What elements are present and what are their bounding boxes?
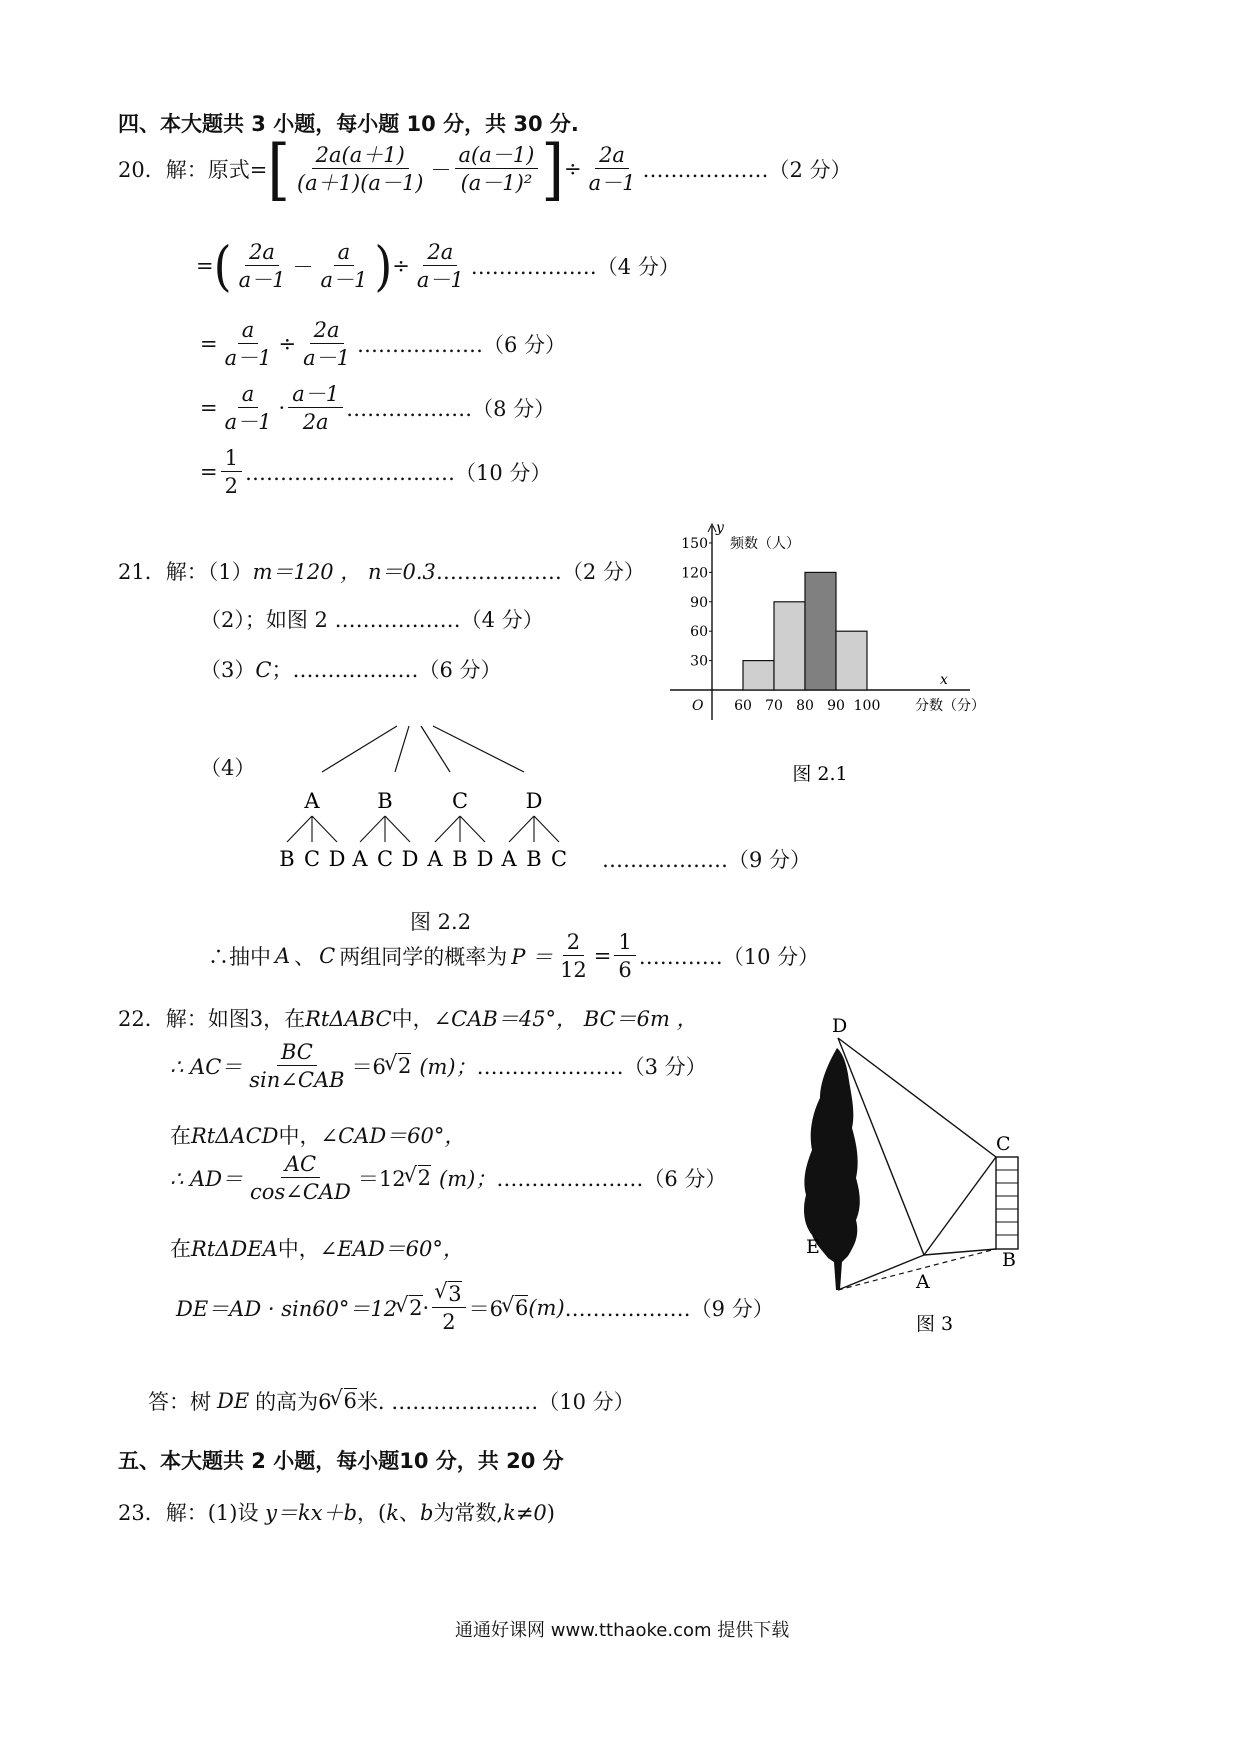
score: 米. …………………（10 分） bbox=[356, 1390, 635, 1414]
figure-caption: 图 3 bbox=[916, 1313, 954, 1335]
x-axis-letter: x bbox=[940, 672, 948, 688]
q20-line-4 bbox=[200, 382, 555, 434]
score: ………………（9 分） bbox=[602, 848, 812, 872]
math: ＝6 bbox=[351, 1055, 386, 1080]
math: m＝120 ， n＝0.3 bbox=[252, 560, 436, 584]
math: P ＝ bbox=[511, 945, 554, 970]
q22-line-4 bbox=[170, 1152, 726, 1204]
fraction: $\frac{2a}{a-1}$ bbox=[303, 318, 350, 371]
tree-leaf: C bbox=[550, 847, 568, 871]
q20-line-5 bbox=[200, 446, 551, 498]
y-tick-label: 60 bbox=[690, 624, 708, 641]
q21-line-3 bbox=[200, 654, 502, 684]
equals: = bbox=[200, 332, 218, 357]
tree-leaf: A bbox=[427, 847, 443, 871]
fraction: $\frac{BC}{\text{sin∠CAB}}$ bbox=[249, 1040, 345, 1093]
histogram-bar bbox=[774, 602, 805, 690]
text: 在 bbox=[170, 1124, 191, 1148]
score: …………………（3 分） bbox=[476, 1055, 707, 1080]
score: …………………………（10 分） bbox=[244, 461, 552, 486]
x-tick-label: 100 bbox=[853, 698, 881, 714]
fraction: $\frac{1}{2}$ bbox=[221, 446, 242, 498]
point-label-D: D bbox=[832, 1015, 848, 1037]
tree-node: B bbox=[377, 789, 393, 813]
q21-line-1 bbox=[118, 556, 645, 586]
math: k≠0 bbox=[503, 1501, 547, 1525]
fraction: $\frac{a-1}{2a}$ bbox=[288, 382, 343, 434]
q22-line-3 bbox=[170, 1120, 465, 1150]
text: ∴抽中 bbox=[208, 945, 271, 970]
score: …………（10 分） bbox=[638, 945, 820, 970]
q22-line-1 bbox=[118, 1003, 698, 1033]
text: 中， bbox=[278, 1124, 321, 1148]
math: (m)； bbox=[419, 1055, 477, 1080]
math: RtΔACD bbox=[191, 1124, 279, 1148]
figure-caption: 图 2.1 bbox=[792, 763, 848, 785]
sqrt: √ 2 bbox=[386, 1054, 411, 1078]
point-label-E: E bbox=[806, 1236, 820, 1258]
tree-leaf: A bbox=[352, 847, 368, 871]
left-paren: ( bbox=[213, 235, 232, 298]
math: ∴ AC＝ bbox=[170, 1055, 243, 1080]
tree-leaf: D bbox=[328, 847, 346, 871]
sqrt: √ 6 bbox=[503, 1296, 528, 1320]
divide: ÷ bbox=[278, 332, 297, 357]
math: C bbox=[255, 658, 272, 682]
point-label-B: B bbox=[1002, 1249, 1016, 1271]
math: ∠CAD＝60°， bbox=[320, 1124, 466, 1148]
x-tick-label: 60 bbox=[734, 698, 752, 714]
equals: = bbox=[593, 944, 612, 969]
x-tick-label: 90 bbox=[827, 698, 845, 714]
math: A bbox=[275, 944, 291, 969]
y-axis-letter: y bbox=[716, 522, 724, 536]
point-label-A: A bbox=[916, 1271, 930, 1293]
y-axis-label: 频数（人） bbox=[730, 536, 800, 552]
text: 的高为6 bbox=[255, 1390, 332, 1414]
text: 23．解：(1)设 bbox=[118, 1501, 259, 1525]
tree-branch bbox=[509, 816, 534, 842]
right-paren: ) bbox=[374, 235, 393, 298]
fraction: $\frac{2a}{a-1}$ bbox=[588, 142, 636, 195]
q21-label: 21．解：（1） bbox=[118, 560, 253, 584]
fraction: $\frac{AC}{\text{cos∠CAD}}$ bbox=[250, 1152, 351, 1205]
y-tick-label: 150 bbox=[681, 536, 708, 552]
fraction: $\frac{a(a-1)}{\text{(a－1)²}}$ bbox=[455, 143, 539, 195]
math: (m) bbox=[528, 1296, 565, 1321]
text: 中， bbox=[391, 1007, 434, 1031]
text: 、 bbox=[294, 945, 316, 970]
tree-node: D bbox=[525, 789, 543, 813]
score: ………………（9 分） bbox=[564, 1297, 774, 1322]
x-tick-label: 80 bbox=[796, 698, 814, 714]
text: ) bbox=[546, 1501, 555, 1525]
q20-label: 20．解：原式= bbox=[118, 158, 268, 182]
sqrt: √ 2 bbox=[406, 1166, 431, 1190]
tree-branch bbox=[385, 816, 410, 842]
left-bracket: [ bbox=[267, 129, 290, 209]
y-tick-label: 30 bbox=[690, 653, 708, 670]
text: ，( bbox=[357, 1501, 387, 1525]
q20-line-1 bbox=[118, 129, 852, 209]
text: 、 bbox=[398, 1501, 420, 1525]
x-tick-label: 70 bbox=[765, 698, 783, 714]
tree-branch bbox=[360, 816, 385, 842]
tree-diagram bbox=[270, 720, 600, 890]
fraction: $\frac{2a}{a-1}$ bbox=[238, 240, 286, 293]
math: k bbox=[386, 1501, 399, 1525]
math: C bbox=[319, 944, 336, 969]
divide: ÷ bbox=[392, 254, 410, 279]
histogram-bar bbox=[836, 631, 867, 690]
fraction: $\frac{a}{a-1}$ bbox=[224, 382, 272, 435]
math: ＝6 bbox=[468, 1297, 503, 1322]
q21-line-4: （4） bbox=[200, 756, 256, 780]
right-bracket: ] bbox=[541, 129, 564, 209]
text: （3） bbox=[200, 658, 256, 682]
math: ＝12 bbox=[357, 1167, 406, 1192]
score: ………………（2 分） bbox=[435, 560, 645, 584]
math: RtΔABC bbox=[305, 1007, 392, 1031]
math: y＝kx＋b bbox=[265, 1501, 358, 1525]
math: ∠CAB＝45°， BC＝6m ， bbox=[433, 1007, 698, 1031]
text: 中， bbox=[277, 1237, 320, 1261]
point-label-C: C bbox=[996, 1133, 1011, 1155]
tree-leaf: B bbox=[452, 847, 468, 871]
text: 为常数, bbox=[433, 1501, 504, 1525]
q22-line-5 bbox=[170, 1233, 464, 1263]
origin-label: O bbox=[692, 698, 704, 714]
text: 答：树 bbox=[148, 1390, 211, 1414]
equals: = bbox=[196, 254, 214, 279]
sqrt: √ 2 bbox=[397, 1296, 422, 1320]
q22-line-6 bbox=[176, 1282, 774, 1334]
tree-leaf: C bbox=[303, 847, 321, 871]
q20-line-3 bbox=[200, 318, 566, 370]
fraction: $\frac{1}{6}$ bbox=[614, 930, 635, 982]
y-tick-label: 120 bbox=[681, 565, 708, 582]
fraction: $\frac{2}{12}$ bbox=[560, 930, 587, 983]
math: RtΔDEA bbox=[191, 1237, 278, 1261]
math: ∴ AD＝ bbox=[170, 1167, 244, 1192]
tree-branch bbox=[460, 816, 485, 842]
math: ∠EAD＝60°， bbox=[319, 1237, 464, 1261]
y-tick-label: 90 bbox=[690, 594, 708, 611]
score: ………………（6 分） bbox=[357, 333, 567, 358]
text: 22．解：如图3，在 bbox=[118, 1007, 306, 1031]
sqrt: √ 6 bbox=[332, 1389, 357, 1413]
score: ；………………（6 分） bbox=[271, 658, 502, 682]
fraction: √ $\frac{3}{2}$ bbox=[432, 1282, 465, 1334]
histogram-chart bbox=[660, 522, 1020, 792]
tree-branch bbox=[433, 726, 524, 772]
q22-line-2 bbox=[170, 1040, 707, 1092]
dot: · bbox=[278, 396, 286, 421]
section-heading: 四、本大题共 3 小题，每小题 10 分，共 30 分. bbox=[118, 112, 579, 136]
q22-answer bbox=[148, 1386, 635, 1416]
minus: － bbox=[430, 158, 452, 182]
score: …………………（6 分） bbox=[496, 1167, 727, 1192]
divide: ÷ bbox=[563, 157, 582, 181]
tree-node: C bbox=[451, 789, 469, 813]
x-axis-label: 分数（分） bbox=[915, 698, 985, 714]
math: DE bbox=[217, 1389, 250, 1413]
tree-branch bbox=[435, 816, 460, 842]
dot: · bbox=[422, 1296, 430, 1321]
fraction: $\frac{a}{a-1}$ bbox=[320, 240, 368, 293]
tree-leaf: B bbox=[526, 847, 542, 871]
q21-probability bbox=[208, 930, 819, 982]
section-heading: 五、本大题共 2 小题，每小题10 分，共 20 分 bbox=[118, 1449, 564, 1473]
footer: 通通好课网 www.tthaoke.com 提供下载 bbox=[455, 1620, 790, 1641]
minus: － bbox=[292, 255, 314, 280]
q21-line-2: （2）；如图 2 ………………（4 分） bbox=[200, 608, 544, 632]
text: 在 bbox=[170, 1237, 191, 1261]
tree-leaf: C bbox=[376, 847, 394, 871]
tree-branch bbox=[534, 816, 559, 842]
tree-node: A bbox=[304, 789, 320, 813]
tree-branch bbox=[312, 816, 337, 842]
fraction: $\frac{2a}{a-1}$ bbox=[416, 240, 464, 293]
score: ………………（8 分） bbox=[346, 397, 556, 422]
math: (m)； bbox=[439, 1167, 497, 1192]
tree-leaf: D bbox=[476, 847, 494, 871]
fraction: $\frac{a}{a-1}$ bbox=[224, 318, 272, 371]
math: DE＝AD · sin60°＝12 bbox=[176, 1297, 398, 1322]
score: ………………（2 分） bbox=[642, 158, 852, 182]
text: 两组同学的概率为 bbox=[339, 945, 508, 970]
score: ………………（4 分） bbox=[470, 255, 680, 280]
tree-leaf: B bbox=[279, 847, 295, 871]
fraction: $\frac{2a(a+1)}{(a+1)(a-1)}$ bbox=[296, 142, 424, 195]
tree-branch bbox=[322, 726, 397, 772]
histogram-bar bbox=[743, 661, 774, 690]
equals: = bbox=[200, 460, 218, 485]
q23-line-1 bbox=[118, 1497, 555, 1527]
tree-branch bbox=[287, 816, 312, 842]
figure-caption: 图 2.2 bbox=[410, 910, 472, 934]
math: b bbox=[419, 1501, 434, 1525]
tree-branch bbox=[395, 726, 409, 772]
tree-leaf: D bbox=[401, 847, 419, 871]
tree-leaf: A bbox=[501, 847, 517, 871]
geometry-figure bbox=[790, 1010, 1050, 1340]
q20-line-2 bbox=[196, 235, 680, 298]
histogram-bar bbox=[805, 572, 836, 690]
equals: = bbox=[200, 396, 218, 421]
